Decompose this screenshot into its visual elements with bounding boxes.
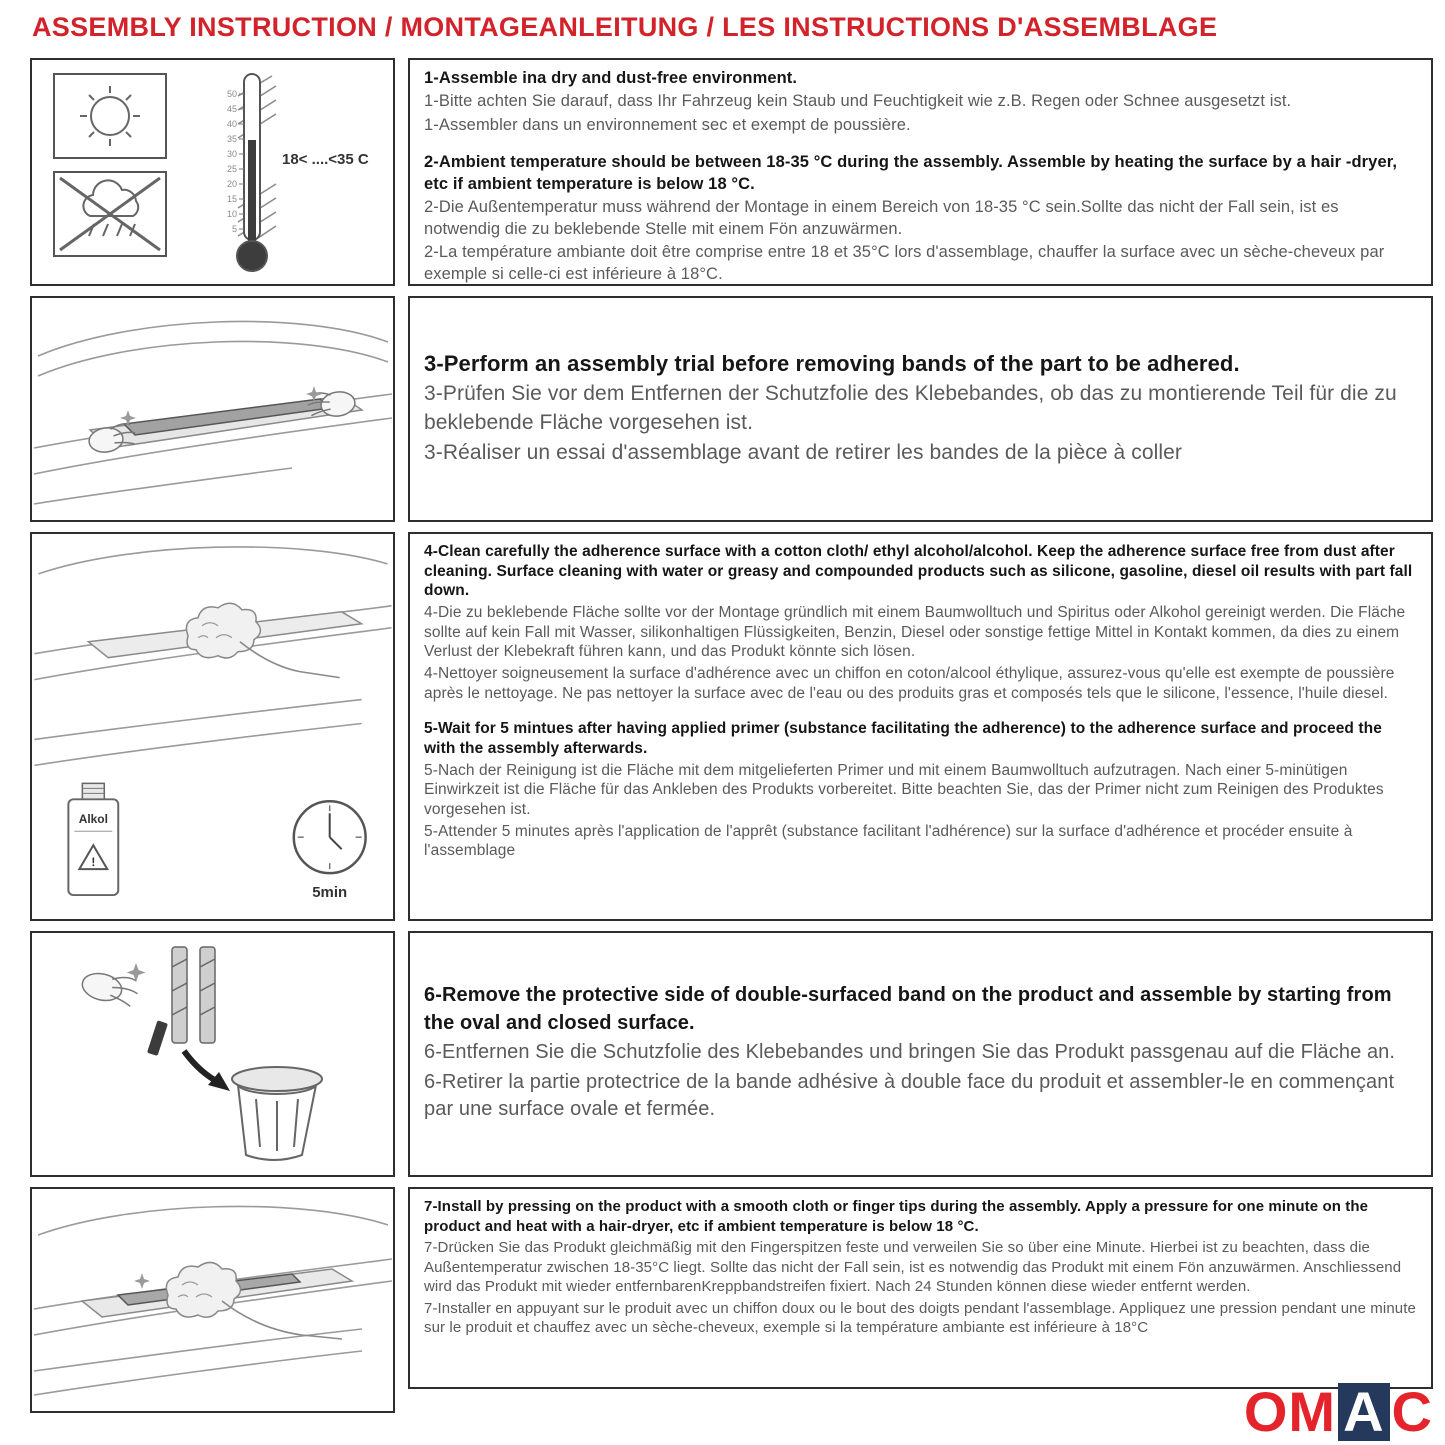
instruction-line: 7-Drücken Sie das Produkt gleichmäßig mit den Fingerspitzen feste und verweilen Sie so über eine Minute. Hierbei ist zu beachten, dass die Außentemperatur zwischen 18-35°C liegt. Sollte das nicht der Fall sein, ist es notwendig das Produkt mit einem Fön anzuwärmen. Anschliessend wird das Produkt mit wieder entfernbarenKreppbandstreifen fixiert. Nach 24 Stunden können diese wieder entfernt werden. [424,1239,1402,1295]
thermo-tick: 45 [226,104,237,114]
instruction-line: 2-La température ambiante doit être comprise entre 18 et 35°C lors d'assemblage, chauffer la surface avec un sèche-cheveux par exemple si celle-ci est inférieure à 18°C. [424,243,1385,283]
instruction-line: 1-Assembler dans un environnement sec et exempt de poussière. [424,115,911,134]
sparkle-icon [134,1273,150,1289]
illustration-environment [30,58,395,286]
bottle-label: Alkol [78,812,108,827]
section-step-3 [30,296,1433,522]
adhesive-strips [172,947,215,1043]
rain-cross-icon [60,178,160,250]
sparkle-icon [127,963,146,982]
instruction-line: 1-Bitte achten Sie darauf, dass Ihr Fahrzeug kein Staub und Feuchtigkeit wie z.B. Regen oder Schnee ausgesetzt ist. [424,92,1292,111]
thermometer-icon [227,74,369,271]
instruction-line: 7-Install by pressing on the product with a smooth cloth or finger tips during the assembly. Apply a pressure for one minute on the product and heat with a hair-dryer, etc if ambient temperature is below 18 °C. [424,1198,1369,1235]
logo-letters-om: OM [1243,1380,1337,1443]
illustration-pressing [30,1187,395,1413]
instruction-line: 6-Entfernen Sie die Schutzfolie des Klebebandes und bringen Sie das Produkt passgenau auf die Fläche an. [424,1041,1396,1064]
sun-icon [80,86,140,146]
section-step-7 [30,1187,1433,1413]
thermo-tick: 15 [226,194,237,204]
peeled-liner [147,1020,168,1056]
instruction-line: 6-Remove the protective side of double-surfaced band on the product and assemble by starting from the oval and closed surface. [424,984,1392,1034]
logo-letter-c: C [1391,1380,1433,1443]
clock-icon [294,801,366,873]
textbox-step-7 [408,1187,1433,1389]
instruction-line: 2-Die Außentemperatur muss während der Montage in einem Bereich von 18-35 °C sein.Sollte das nicht der Fall sein, ist es notwendig die zu beklebende Stelle mit einem Fön anzuwärmen. [424,198,1339,238]
arm-line [240,642,340,678]
alcohol-bottle [68,783,118,895]
arrow-down-icon [184,1051,230,1091]
instruction-line: 6-Retirer la partie protectrice de la bande adhésive à double face du produit et assembler-le en commençant par une surface ovale et fermée. [424,1070,1395,1121]
instruction-line: 5-Attender 5 minutes après l'application de l'apprêt (substance facilitant l'adhérence) sur la surface d'adhérence et procéder ensuite à l'assemblage [424,822,1353,860]
warning-icon: ! [91,855,96,870]
thermo-tick: 20 [226,179,237,189]
thermo-tick: 35 [226,134,237,144]
thermo-tick: 10 [226,209,237,219]
textbox-step-6 [408,931,1433,1177]
section-step-6 [30,931,1433,1177]
temperature-range-label: 18< ....<35 C [282,151,369,168]
thermo-tick: 40 [226,119,237,129]
section-step-4-5 [30,532,1433,921]
thermo-tick: 30 [226,149,237,159]
trash-can [232,1067,322,1160]
instruction-line: 4-Die zu beklebende Fläche sollte vor der Montage gründlich mit einem Baumwolltuch und Spiritus oder Alkohol gereinigt werden. Die Fläche sollte auf kein Fall mit Wasser, silikonhaltigen Flüssigkeiten, Benzin, Diesel oder sonstige fettige Mittel in Kontakt kommen, da dies zu einem Verlust der Klebekraft führen kann, und das Produkt könnte sich lösen. [424,604,1406,661]
clock-label: 5min [312,884,348,902]
textbox-step-1-2 [408,58,1433,286]
thermo-tick: 25 [226,164,237,174]
section-step-1-2 [30,58,1433,286]
instruction-line: 3-Prüfen Sie vor dem Entfernen der Schutzfolie des Klebebandes, ob das zu montierende Teil für die zu beklebende Fläche vorgesehen ist. [424,382,1397,434]
instruction-line: 3-Réaliser un essai d'assemblage avant de retirer les bandes de la pièce à coller [424,441,1183,465]
thermo-tick: 5 [231,224,237,234]
illustration-assembly-trial [30,296,395,522]
textbox-step-3 [408,296,1433,522]
omac-logo [1243,1380,1433,1443]
textbox-step-4-5 [408,532,1433,921]
instruction-line: 2-Ambient temperature should be between 18-35 °C during the assembly. Assemble by heating the surface by a hair -dryer, etc if ambient temperature is below 18 °C. [424,153,1398,193]
illustration-peel-band [30,931,395,1177]
instruction-line: 7-Installer en appuyant sur le produit avec un chiffon doux ou le bout des doigts pendant l'assemblage. Appliquez une pression pendant une minute sur le produit et chauffez avec un sèche-cheveux, exemple si la température ambiante est inférieure à 18°C [424,1299,1416,1336]
thermo-tick: 50 [226,89,237,99]
illustration-cleaning [30,532,395,921]
instruction-line: 4-Nettoyer soigneusement la surface d'adhérence avec un chiffon en coton/alcool éthylique, assurez-vous qu'elle est exempte de poussière après le nettoyage. Ne pas nettoyer la surface avec de l'eau ou des produits gras et composés tels que le silicone, l'essence, l'huile diesel. [424,665,1395,702]
pressing-cloth [166,1262,240,1317]
instruction-line: 5-Nach der Reinigung ist die Fläche mit dem mitgelieferten Primer und mit einem Baumwolltuch aufzutragen. Nach einer 5-minütigen Einwirkzeit ist die Fläche für das Ankleben des Produkts vorbereitet. Bitte beachten Sie, das der Primer nicht zum Reinigen des Produktes vorgesehen ist. [424,761,1384,819]
instruction-line: 3-Perform an assembly trial before removing bands of the part to be adhered. [424,350,1240,376]
logo-letter-a: A [1338,1383,1389,1441]
page-title: ASSEMBLY INSTRUCTION / MONTAGEANLEITUNG / LES INSTRUCTIONS D'ASSEMBLAGE [32,12,1218,42]
instruction-line: 4-Clean carefully the adherence surface with a cotton cloth/ ethyl alcohol/alcohol. Keep the adherence surface free from dust after cleaning. Surface cleaning with water or greasy and compounded products such as silicone, gasoline, diesel oil results with part fall down. [424,543,1413,600]
instruction-line: 1-Assemble ina dry and dust-free environment. [424,69,798,87]
instruction-line: 5-Wait for 5 mintues after having applied primer (substance facilitating the adherence) to the adherence surface and proceed the with the assembly afterwards. [424,720,1382,758]
